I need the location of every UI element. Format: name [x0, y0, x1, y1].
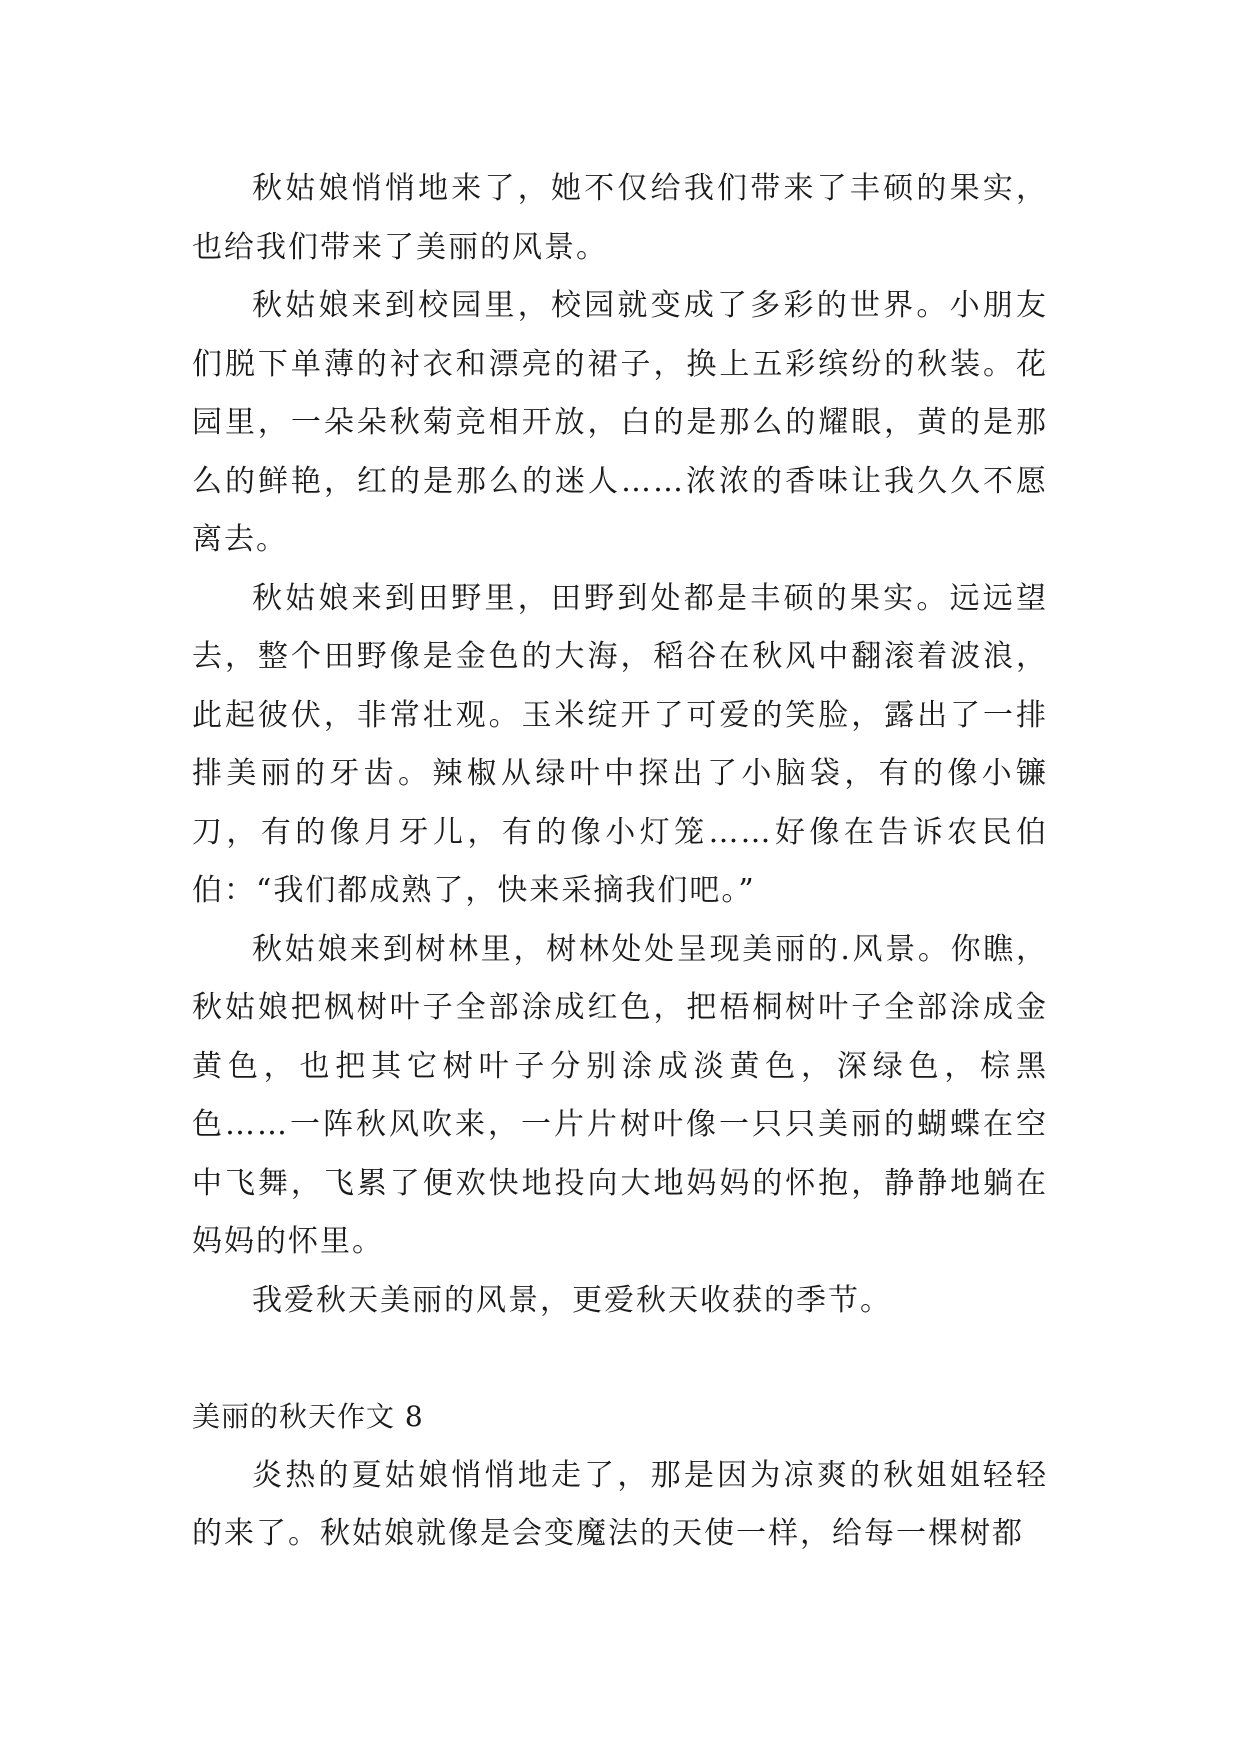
- document-page: [192, 160, 1048, 1564]
- paragraph: 我爱秋天美丽的风景，更爱秋天收获的季节。: [252, 1282, 892, 1318]
- paragraph: 秋姑娘来到树林里，树林处处呈现美丽的.风景。你瞧，秋姑娘把枫树叶子全部涂成红色，把梧桐树叶子全部涂成金黄色，也把其它树叶子分别涂成淡黄色，深绿色，棕黑色……一阵秋风吹来，一片片树叶像一只只美丽的蝴蝶在空中飞舞，飞累了便欢快地投向大地妈妈的怀抱，静静地躺在妈妈的怀里。: [192, 931, 1048, 1259]
- paragraph: 秋姑娘来到校园里，校园就变成了多彩的世界。小朋友们脱下单薄的衬衣和漂亮的裙子，换上五彩缤纷的秋装。花园里，一朵朵秋菊竞相开放，白的是那么的耀眼，黄的是那么的鲜艳，红的是那么的迷人……浓浓的香味让我久久不愿离去。: [192, 288, 1048, 557]
- paragraph: 秋姑娘悄悄地来了，她不仅给我们带来了丰硕的果实，也给我们带来了美丽的风景。: [192, 171, 1048, 265]
- section-heading: 美丽的秋天作文 8: [192, 1400, 424, 1433]
- paragraph: 炎热的夏姑娘悄悄地走了，那是因为凉爽的秋姐姐轻轻的来了。秋姑娘就像是会变魔法的天使一样，给每一棵树都: [192, 1457, 1048, 1551]
- paragraph: 秋姑娘来到田野里，田野到处都是丰硕的果实。远远望去，整个田野像是金色的大海，稻谷在秋风中翻滚着波浪，此起彼伏，非常壮观。玉米绽开了可爱的笑脸，露出了一排排美丽的牙齿。辣椒从绿叶中探出了小脑袋，有的像小镰刀，有的像月牙儿，有的像小灯笼……好像在告诉农民伯伯：“我们都成熟了，快来采摘我们吧。”: [192, 580, 1048, 908]
